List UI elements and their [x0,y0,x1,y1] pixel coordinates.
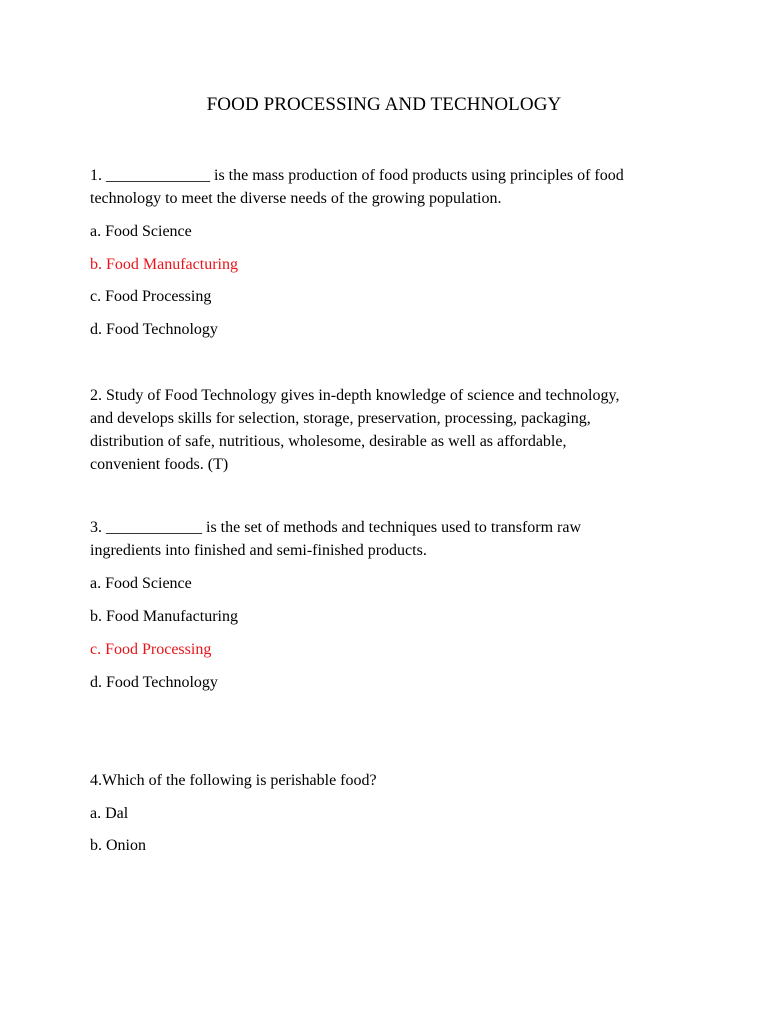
question-3-option-d: d. Food Technology [90,674,218,691]
question-1-stem-line-2: technology to meet the diverse needs of the growing population. [90,190,502,207]
question-2-stem-line-4: convenient foods. (T) [90,456,229,473]
question-1-option-d: d. Food Technology [90,321,218,338]
question-1-option-a: a. Food Science [90,223,192,240]
question-2-stem-line-3: distribution of safe, nutritious, wholesome, desirable as well as affordable, [90,433,567,450]
question-3-stem-line-2: ingredients into finished and semi-finished products. [90,542,427,559]
question-2-stem-line-1: 2. Study of Food Technology gives in-depth knowledge of science and technology, [90,387,620,404]
question-3-option-c-correct-answer: c. Food Processing [90,641,212,658]
question-3-option-b: b. Food Manufacturing [90,608,238,625]
question-1-option-c: c. Food Processing [90,288,212,305]
question-4-option-b: b. Onion [90,837,146,854]
question-4-option-a: a. Dal [90,805,129,822]
question-3-stem-line-1: 3. ____________ is the set of methods and techniques used to transform raw [90,519,582,536]
question-1-option-b-correct-answer: b. Food Manufacturing [90,256,238,273]
question-1-stem-line-1: 1. _____________ is the mass production of food products using principles of food [90,167,624,184]
question-2-stem-line-2: and develops skills for selection, storage, preservation, processing, packaging, [90,410,591,427]
question-3-option-a: a. Food Science [90,575,192,592]
question-4-stem-line-1: 4.Which of the following is perishable food? [90,772,377,789]
document-title: FOOD PROCESSING AND TECHNOLOGY [206,94,562,115]
